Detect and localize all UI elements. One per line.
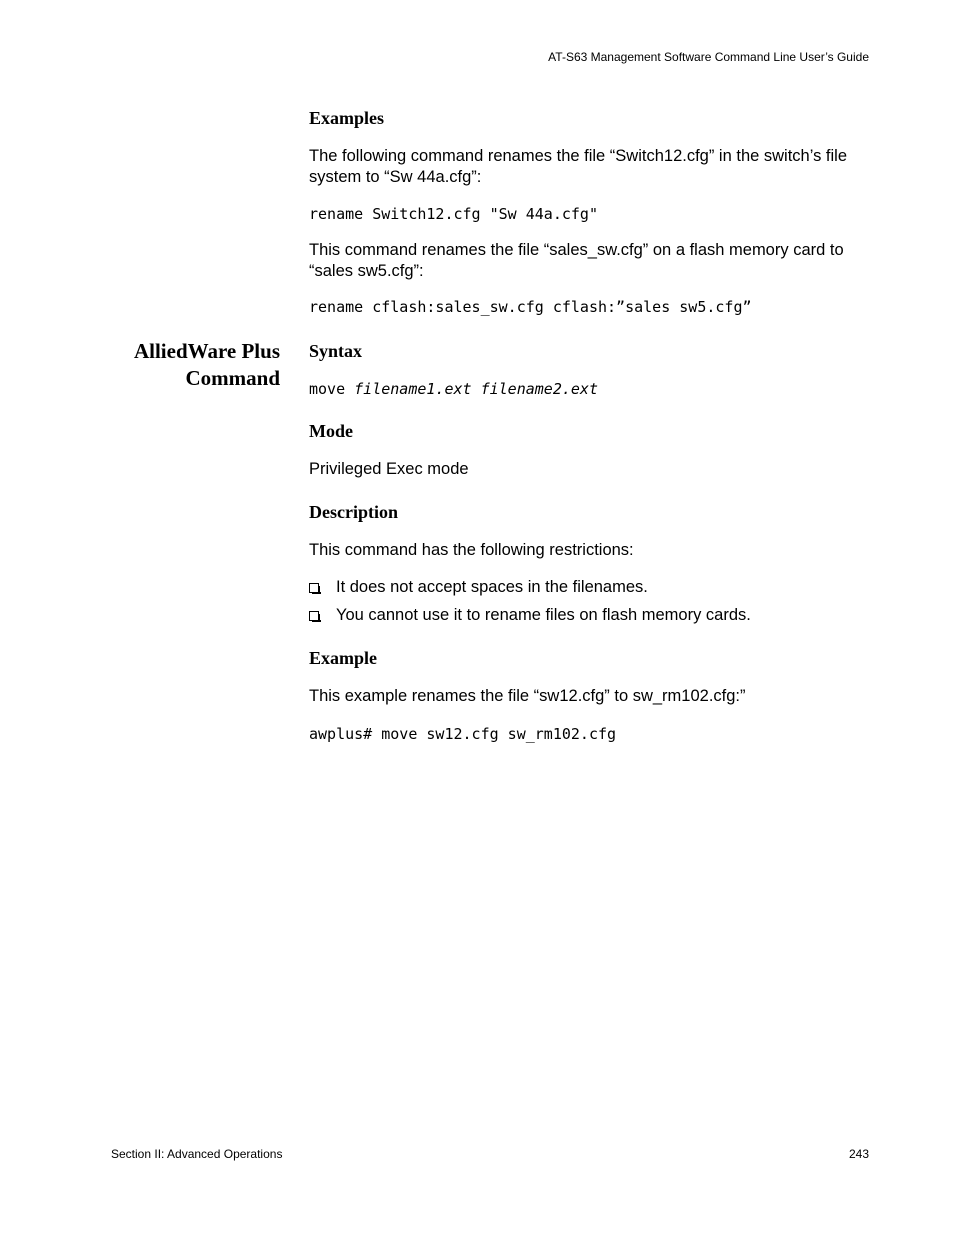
example-heading: Example	[309, 648, 378, 668]
syntax-heading: Syntax	[309, 341, 363, 361]
examples-paragraph-1-line-1: The following command renames the file “Switch12.cfg” in the switch’s file	[309, 147, 848, 165]
examples-paragraph-2-line-1: This command renames the file “sales_sw.cfg” on a flash memory card to	[309, 241, 844, 259]
example-code: awplus# move sw12.cfg sw_rm102.cfg	[309, 725, 617, 743]
section-side-heading-line-2: Command	[185, 366, 280, 390]
footer-section: Section II: Advanced Operations	[111, 1147, 283, 1161]
mode-text: Privileged Exec mode	[309, 460, 469, 478]
bullet-item: It does not accept spaces in the filenames.	[336, 578, 648, 596]
examples-code-2: rename cflash:sales_sw.cfg cflash:”sales sw5.cfg”	[309, 298, 752, 316]
page-number: 243	[848, 1147, 869, 1161]
section-side-heading-line-1: AlliedWare Plus	[133, 339, 280, 363]
examples-heading: Examples	[309, 108, 385, 128]
bullet-item: You cannot use it to rename files on flash memory cards.	[336, 606, 751, 624]
description-heading: Description	[309, 502, 398, 522]
examples-code-1: rename Switch12.cfg "Sw 44a.cfg"	[309, 205, 598, 223]
examples-paragraph-1-line-2: system to “Sw 44a.cfg”:	[309, 168, 482, 186]
running-header: AT-S63 Management Software Command Line User’s Guide	[548, 50, 869, 64]
syntax-command	[309, 380, 598, 398]
examples-paragraph-2-line-2: “sales sw5.cfg”:	[309, 262, 424, 280]
syntax-command-name: move	[309, 380, 346, 398]
example-text: This example renames the file “sw12.cfg” to sw_rm102.cfg:”	[309, 687, 746, 705]
syntax-command-args: filename1.ext filename2.ext	[354, 380, 598, 398]
checkbox-bullet-icon	[309, 611, 319, 621]
checkbox-bullet-icon	[309, 583, 319, 593]
description-text: This command has the following restrictions:	[309, 541, 634, 559]
mode-heading: Mode	[309, 421, 353, 441]
